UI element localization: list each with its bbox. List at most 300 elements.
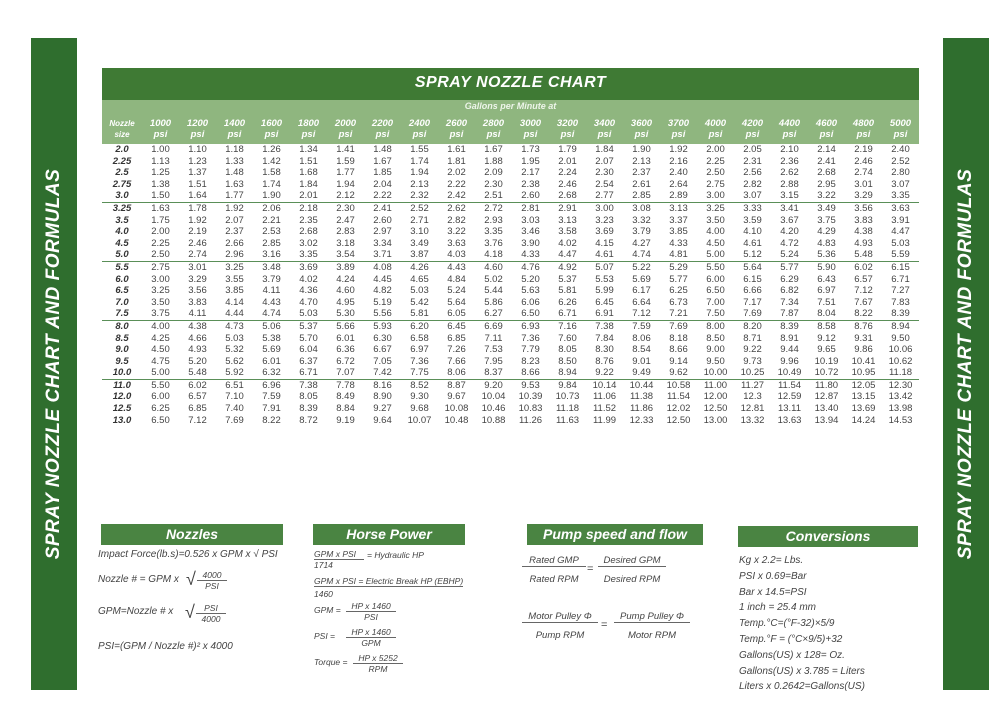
gpm-cell: 2.09 [484, 167, 503, 179]
gpm-cell: 6.51 [225, 379, 244, 391]
gpm-cell: 8.94 [891, 320, 910, 332]
hp-gpm-lhs: GPM = [314, 605, 341, 615]
gpm-cell: 11.63 [555, 414, 580, 426]
gpm-cell: 5.56 [364, 308, 401, 320]
gpm-cell: 6.50 [512, 308, 549, 320]
gpm-cell: 1.74 [262, 178, 281, 190]
gpm-cell: 8.04 [808, 308, 845, 320]
table-row [102, 144, 919, 156]
gpm-cell: 2.41 [373, 202, 392, 214]
gpm-cell: 2.40 [891, 144, 910, 155]
gpm-cell: 1.51 [299, 155, 318, 167]
gpm-cell: 2.10 [780, 144, 799, 155]
nozzle-size-cell: 8.0 [115, 320, 129, 332]
psi-unit: psi [893, 129, 908, 140]
gpm-cell: 10.19 [814, 355, 839, 367]
gpm-cell: 1.75 [151, 214, 170, 226]
nozzle-number-fraction: 4000 PSI [197, 570, 227, 591]
conversions-heading: Conversions [738, 526, 918, 547]
nozzle-size-cell: 4.0 [115, 226, 129, 238]
gpm-cell: 7.69 [225, 414, 244, 426]
gpm-cell: 4.33 [669, 237, 688, 249]
gpm-cell: 3.10 [410, 226, 429, 238]
gpm-cell: 1.41 [336, 144, 355, 155]
gpm-cell: 2.42 [438, 190, 475, 202]
gpm-cell: 1.59 [336, 155, 355, 167]
gpm-cell: 4.93 [188, 344, 207, 356]
gpm-cell: 11.99 [592, 414, 617, 426]
gpm-cell: 4.45 [373, 273, 392, 285]
table-row [102, 202, 919, 214]
gpm-cell: 2.06 [262, 202, 281, 214]
gpm-cell: 4.47 [891, 226, 910, 238]
gpm-cell: 7.07 [327, 367, 364, 379]
gpm-cell: 8.39 [780, 320, 799, 332]
pressure-header [512, 114, 549, 144]
gpm-cell: 9.50 [706, 355, 725, 367]
gpm-cell: 2.77 [586, 190, 623, 202]
gpm-cell: 6.73 [669, 296, 688, 308]
gpm-cell: 5.50 [151, 379, 170, 391]
gpm-cell: 3.25 [225, 261, 244, 273]
gpm-cell: 6.71 [290, 367, 327, 379]
table-row [102, 379, 919, 391]
gpm-cell: 8.94 [549, 367, 586, 379]
gpm-cell: 2.88 [780, 178, 799, 190]
gpm-cell: 3.54 [327, 249, 364, 261]
gpm-cell: 1.67 [484, 144, 503, 155]
gpm-cell: 3.56 [854, 202, 873, 214]
gpm-cell: 5.03 [225, 332, 244, 344]
pressure-value: 3000 [519, 118, 542, 129]
gpm-cell: 3.23 [595, 214, 614, 226]
nozzle-size-cell: 3.0 [102, 190, 142, 202]
gpm-cell: 1.94 [336, 178, 355, 190]
gpm-cell: 3.89 [336, 261, 355, 273]
pressure-value: 4800 [852, 118, 875, 129]
gpm-cell: 6.45 [595, 296, 614, 308]
gpm-cell: 7.87 [771, 308, 808, 320]
ebhp-formula: GPM x PSI = Electric Break HP (EBHP) [314, 576, 464, 586]
gpm-cell: 5.42 [410, 296, 429, 308]
gpm-cell: 8.39 [882, 308, 919, 320]
gpm-cell: 1.92 [225, 202, 244, 214]
gpm-cell: 2.18 [299, 202, 318, 214]
gpm-cell: 6.64 [632, 296, 651, 308]
pressure-value: 3200 [556, 118, 579, 129]
gpm-cell: 8.91 [780, 332, 799, 344]
gpm-cell: 1.64 [179, 190, 216, 202]
gpm-cell: 3.49 [410, 237, 429, 249]
psi-unit: psi [560, 129, 575, 140]
gpm-cell: 5.29 [669, 261, 688, 273]
gpm-cell: 1.81 [447, 155, 466, 167]
hp-psi-fraction: HP x 1460 GPM [346, 627, 396, 648]
gpm-cell: 7.95 [484, 355, 503, 367]
gpm-cell: 8.30 [595, 344, 614, 356]
side-title-left: SPRAY NOZZLE CHART AND FORMULAS [43, 168, 64, 560]
gpm-cell: 6.93 [521, 320, 540, 332]
gpm-cell: 11.80 [814, 379, 839, 391]
gpm-cell: 7.50 [697, 308, 734, 320]
gpm-cell: 9.49 [623, 367, 660, 379]
gpm-cell: 9.14 [669, 355, 688, 367]
gpm-cell: 4.02 [558, 237, 577, 249]
equals-2: = [601, 619, 608, 631]
gpm-cell: 5.37 [558, 273, 577, 285]
gpm-cell: 2.32 [401, 190, 438, 202]
gpm-cell: 2.16 [669, 155, 688, 167]
gpm-cell: 2.56 [743, 167, 762, 179]
gpm-cell: 4.38 [188, 320, 207, 332]
gpm-cell: 13.11 [777, 403, 802, 415]
pressure-value: 1800 [297, 118, 320, 129]
gpm-cell: 10.88 [481, 414, 506, 426]
gpm-cell: 6.71 [549, 308, 586, 320]
gpm-cell: 1.95 [521, 155, 540, 167]
gpm-cell: 9.20 [484, 379, 503, 391]
table-row [102, 226, 919, 238]
gpm-cell: 1.34 [299, 144, 318, 155]
gpm-cell: 9.31 [854, 332, 873, 344]
gpm-cell: 10.14 [592, 379, 617, 391]
gpm-cell: 6.25 [669, 285, 688, 297]
gpm-cell: 14.53 [888, 414, 913, 426]
gpm-cell: 8.37 [475, 367, 512, 379]
conversion-item: Gallons(US) x 128= Oz. [739, 649, 845, 661]
gpm-cell: 3.76 [484, 237, 503, 249]
gpm-cell: 2.41 [817, 155, 836, 167]
gpm-cell: 4.47 [549, 249, 586, 261]
gpm-cell: 9.22 [586, 367, 623, 379]
gpm-cell: 4.82 [373, 285, 392, 297]
gpm-cell: 6.15 [891, 261, 910, 273]
gpm-cell: 1.67 [373, 155, 392, 167]
gpm-cell: 3.49 [817, 202, 836, 214]
table-body [102, 144, 919, 426]
gpm-cell: 4.93 [854, 237, 873, 249]
gpm-cell: 1.90 [253, 190, 290, 202]
psi-unit: psi [412, 129, 427, 140]
gpm-cell: 10.73 [555, 391, 580, 403]
gpm-cell: 2.97 [373, 226, 392, 238]
table-row [102, 238, 919, 250]
gpm-cell: 1.48 [373, 144, 392, 155]
gpm-cell: 3.50 [151, 296, 170, 308]
gpm-cell: 2.52 [891, 155, 910, 167]
gpm-cell: 2.30 [484, 178, 503, 190]
gpm-cell: 6.72 [336, 355, 355, 367]
gpm-cell: 2.13 [410, 178, 429, 190]
nozzle-number-formula: Nozzle # = GPM x [98, 574, 179, 585]
gpm-cell: 2.46 [558, 178, 577, 190]
table-row [102, 215, 919, 227]
gpm-cell: 8.52 [410, 379, 429, 391]
gpm-cell: 8.49 [336, 391, 355, 403]
gpm-cell: 6.25 [151, 403, 170, 415]
hydraulic-hp-fraction: GPM x PSI 1714 [314, 549, 364, 570]
gpm-cell: 1.38 [151, 178, 170, 190]
gpm-cell: 6.05 [438, 308, 475, 320]
gpm-cell: 1.73 [521, 144, 540, 155]
gpm-cell: 12.50 [703, 403, 728, 415]
pressure-header [216, 114, 253, 144]
gpm-cell: 5.66 [336, 320, 355, 332]
gpm-cell: 4.75 [151, 355, 170, 367]
gpm-cell: 8.90 [373, 391, 392, 403]
gpm-cell: 4.92 [558, 261, 577, 273]
table-row [102, 285, 919, 297]
gpm-cell: 3.91 [891, 214, 910, 226]
gpm-cell: 8.54 [632, 344, 651, 356]
gpm-cell: 6.66 [743, 285, 762, 297]
psi-unit: psi [338, 129, 353, 140]
gpm-cell: 6.01 [336, 332, 355, 344]
gpm-cell: 3.00 [697, 190, 734, 202]
gpm-cell: 2.19 [854, 144, 873, 155]
gpm-cell: 3.87 [401, 249, 438, 261]
gpm-cell: 10.04 [481, 391, 506, 403]
pressure-header [882, 114, 919, 144]
gpm-cell: 6.17 [632, 285, 651, 297]
pressure-subheader: Gallons per Minute at [102, 100, 919, 114]
gpm-cell: 2.52 [410, 202, 429, 214]
gpm-cell: 4.00 [706, 226, 725, 238]
gpm-cell: 7.69 [734, 308, 771, 320]
gpm-cell: 3.07 [891, 178, 910, 190]
gpm-cell: 3.22 [447, 226, 466, 238]
gpm-cell: 3.13 [558, 214, 577, 226]
pressure-header [549, 114, 586, 144]
gpm-cell: 3.29 [845, 190, 882, 202]
gpm-cell: 2.95 [817, 178, 836, 190]
gpm-cell: 3.46 [521, 226, 540, 238]
gpm-cell: 3.90 [521, 237, 540, 249]
gpm-cell: 13.42 [888, 391, 913, 403]
gpm-cell: 5.20 [188, 355, 207, 367]
gpm-cell: 3.75 [817, 214, 836, 226]
gpm-cell: 5.69 [632, 273, 651, 285]
gpm-cell: 2.01 [558, 155, 577, 167]
gpm-cell: 5.22 [632, 261, 651, 273]
gpm-cell: 10.00 [697, 367, 734, 379]
gpm-cell: 3.79 [632, 226, 651, 238]
gpm-cell: 2.01 [290, 190, 327, 202]
gpm-cell: 5.64 [447, 296, 466, 308]
table-row [102, 297, 919, 309]
gpm-cell: 11.18 [555, 403, 580, 415]
gpm-cell: 7.27 [891, 285, 910, 297]
gpm-cell: 9.62 [660, 367, 697, 379]
gpm-cell: 5.12 [734, 249, 771, 261]
psi-unit: psi [634, 129, 649, 140]
gpm-cell: 4.43 [447, 261, 466, 273]
gpm-cell: 2.62 [447, 202, 466, 214]
psi-unit: psi [856, 129, 871, 140]
gpm-cell: 1.90 [632, 144, 651, 155]
nozzle-size-cell: 13.0 [112, 414, 132, 426]
gpm-cell: 1.79 [558, 144, 577, 155]
gpm-cell: 12.30 [888, 379, 913, 391]
gpm-cell: 5.06 [262, 320, 281, 332]
gpm-cell: 4.43 [262, 296, 281, 308]
gpm-cell: 2.17 [521, 167, 540, 179]
impact-force-formula: Impact Force(lb.s)=0.526 x GPM x √ PSI [98, 549, 278, 560]
gpm-cell: 11.26 [518, 414, 543, 426]
gpm-cell: 7.36 [410, 355, 429, 367]
gpm-cell: 3.63 [447, 237, 466, 249]
gpm-cell: 7.91 [262, 403, 281, 415]
gpm-cell: 4.73 [225, 320, 244, 332]
gpm-cell: 12.3 [743, 391, 762, 403]
gpm-cell: 5.92 [216, 367, 253, 379]
gpm-cell: 7.79 [521, 344, 540, 356]
gpm-cell: 12.00 [703, 391, 728, 403]
gpm-cell: 10.25 [734, 367, 771, 379]
table-row [102, 415, 919, 427]
gpm-cell: 7.10 [225, 391, 244, 403]
gpm-cell: 1.68 [299, 167, 318, 179]
gpm-cell: 6.02 [188, 379, 207, 391]
gpm-cell: 7.83 [891, 296, 910, 308]
gpm-cell: 8.39 [299, 403, 318, 415]
gpm-cell: 4.29 [817, 226, 836, 238]
table-row [102, 391, 919, 403]
gpm-cell: 7.12 [188, 414, 207, 426]
nozzle-size-cell: 9.5 [115, 355, 129, 367]
psi-unit: psi [597, 129, 612, 140]
gpm-cell: 3.69 [595, 226, 614, 238]
gpm-cell: 3.29 [188, 273, 207, 285]
gpm-cell: 1.37 [188, 167, 207, 179]
gpm-cell: 2.66 [225, 237, 244, 249]
gpm-cell: 10.49 [771, 367, 808, 379]
gpm-cell: 7.26 [447, 344, 466, 356]
table-row [102, 320, 919, 332]
gpm-cell: 11.38 [629, 391, 654, 403]
gpm-cell: 1.78 [188, 202, 207, 214]
gpm-cell: 5.07 [595, 261, 614, 273]
table-row [102, 308, 919, 320]
gpm-cell: 9.01 [632, 355, 651, 367]
gpm-cell: 1.33 [225, 155, 244, 167]
gpm-cell: 12.87 [814, 391, 839, 403]
right-side-banner [943, 38, 989, 690]
gpm-cell: 8.22 [845, 308, 882, 320]
gpm-cell: 13.98 [888, 403, 913, 415]
pressure-header [771, 114, 808, 144]
gpm-cell: 3.35 [484, 226, 503, 238]
gpm-cell: 7.12 [623, 308, 660, 320]
sqrt-icon-2: √ [185, 602, 195, 622]
psi-unit: psi [190, 129, 205, 140]
gpm-cell: 6.50 [706, 285, 725, 297]
gpm-cell: 4.70 [299, 296, 318, 308]
nozzle-size-cell: 2.25 [112, 155, 132, 167]
gpm-cell: 8.87 [447, 379, 466, 391]
gpm-cell: 2.75 [151, 261, 170, 273]
gpm-cell: 5.63 [521, 285, 540, 297]
gpm-cell: 6.85 [188, 403, 207, 415]
conversion-item: PSI x 0.69=Bar [739, 570, 807, 582]
gpm-cell: 1.94 [410, 167, 429, 179]
gpm-cell: 1.92 [669, 144, 688, 155]
gpm-cell: 2.83 [336, 226, 355, 238]
gpm-cell: 6.57 [854, 273, 873, 285]
gpm-cell: 6.43 [817, 273, 836, 285]
gpm-cell: 1.84 [299, 178, 318, 190]
gpm-cell: 2.89 [660, 190, 697, 202]
gpm-cell: 1.51 [188, 178, 207, 190]
gpm-cell: 2.31 [743, 155, 762, 167]
pressure-header [364, 114, 401, 144]
gpm-cell: 5.77 [780, 261, 799, 273]
pressure-value: 5000 [889, 118, 912, 129]
gpm-cell: 6.29 [780, 273, 799, 285]
gpm-cell: 8.50 [558, 355, 577, 367]
gpm-cell: 3.15 [771, 190, 808, 202]
gpm-cell: 3.41 [780, 202, 799, 214]
gpm-cell: 7.12 [854, 285, 873, 297]
gpm-cell: 2.82 [743, 178, 762, 190]
gpm-cell: 5.81 [401, 308, 438, 320]
gpm-cell: 4.24 [336, 273, 355, 285]
gpm-cell: 1.00 [151, 144, 170, 155]
ebhp-denominator: 1460 [314, 589, 333, 599]
pressure-value: 2200 [371, 118, 394, 129]
gpm-cell: 1.25 [151, 167, 170, 179]
pressure-header [179, 114, 216, 144]
gpm-cell: 2.68 [549, 190, 586, 202]
gpm-cell: 1.18 [225, 144, 244, 155]
gpm-cell: 10.06 [888, 344, 913, 356]
gpm-cell: 10.41 [851, 355, 876, 367]
gpm-cell: 2.61 [632, 178, 651, 190]
gpm-cell: 9.27 [373, 403, 392, 415]
gpm-cell: 4.83 [817, 237, 836, 249]
gpm-cell: 7.59 [262, 391, 281, 403]
gpm-cell: 5.69 [262, 344, 281, 356]
table-row [102, 167, 919, 179]
gpm-cell: 5.81 [558, 285, 577, 297]
gpm-cell: 4.74 [253, 308, 290, 320]
gpm-cell: 3.32 [632, 214, 651, 226]
gpm-cell: 3.07 [734, 190, 771, 202]
gpm-cell: 2.68 [817, 167, 836, 179]
gpm-cell: 4.66 [188, 332, 207, 344]
pressure-value: 3400 [593, 118, 616, 129]
gpm-cell: 4.18 [475, 249, 512, 261]
gpm-cell: 9.67 [447, 391, 466, 403]
table-row [102, 403, 919, 415]
gpm-cell: 7.34 [780, 296, 799, 308]
gpm-cell: 7.40 [225, 403, 244, 415]
gpm-cell: 12.02 [666, 403, 691, 415]
gpm-cell: 2.91 [558, 202, 577, 214]
nozzle-size-header [102, 114, 142, 144]
gpm-cell: 2.07 [595, 155, 614, 167]
psi-unit: psi [523, 129, 538, 140]
gpm-cell: 5.30 [327, 308, 364, 320]
pressure-value: 1200 [186, 118, 209, 129]
gpm-cell: 8.05 [299, 391, 318, 403]
gpm-cell: 5.70 [299, 332, 318, 344]
gpm-cell: 8.18 [669, 332, 688, 344]
gpm-cell: 3.00 [151, 273, 170, 285]
gpm-cell: 4.27 [632, 237, 651, 249]
nozzle-size-cell: 6.5 [115, 285, 129, 297]
gpm-cell: 2.37 [632, 167, 651, 179]
